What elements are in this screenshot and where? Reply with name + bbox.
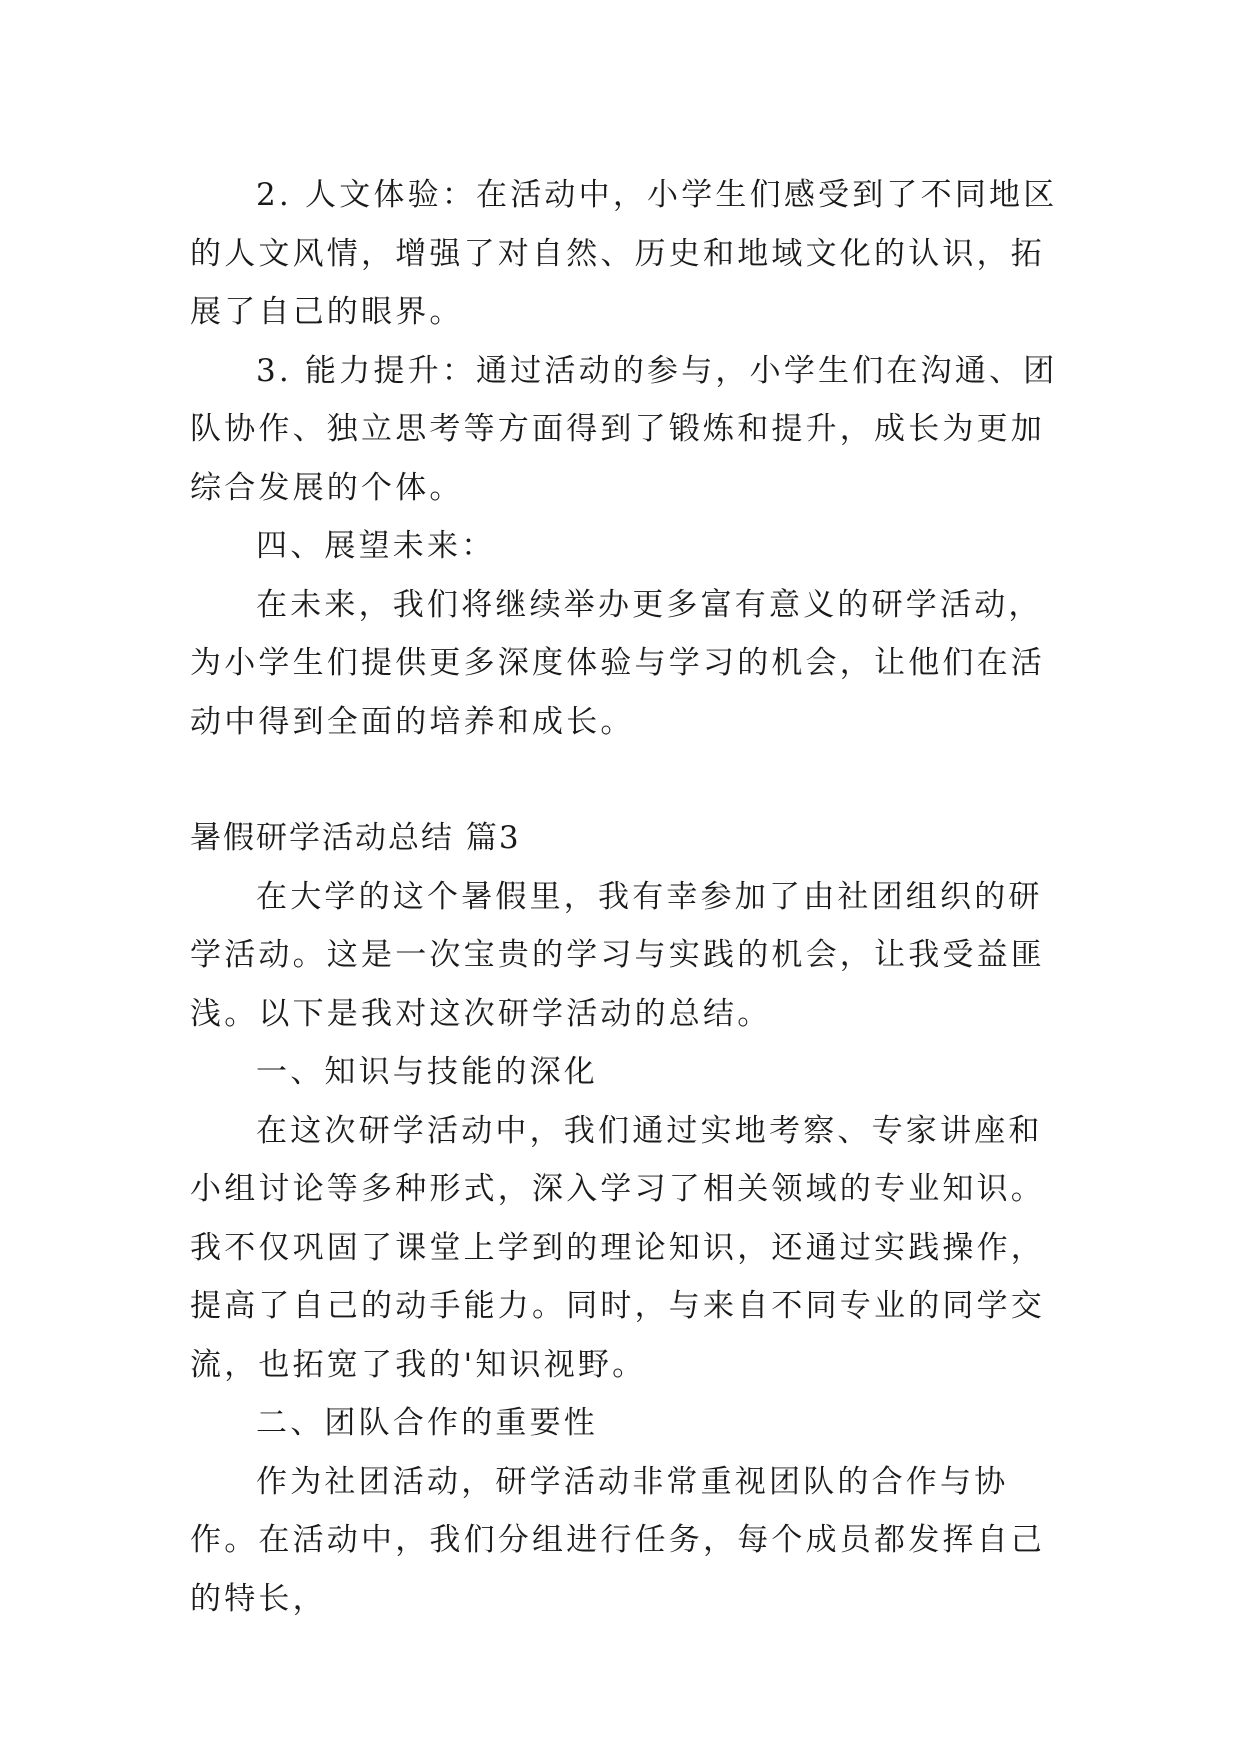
- paragraph-intro-part-3: 在大学的这个暑假里，我有幸参加了由社团组织的研学活动。这是一次宝贵的学习与实践的机会，让我受益匪浅。以下是我对这次研学活动的总结。: [190, 878, 1045, 1032]
- heading-knowledge-skills: 一、知识与技能的深化: [256, 1054, 598, 1090]
- document-body: [190, 166, 1070, 1628]
- paragraph-future-plans: 在未来，我们将继续举办更多富有意义的研学活动，为小学生们提供更多深度体验与学习的机会，让他们在活动中得到全面的培养和成长。: [190, 586, 1045, 740]
- heading-future-outlook: 四、展望未来：: [256, 528, 496, 564]
- paragraph-humanities-experience: 2. 人文体验：在活动中，小学生们感受到了不同地区的人文风情，增强了对自然、历史和地域文化的认识，拓展了自己的眼界。: [190, 177, 1058, 330]
- paragraph-ability-improvement: 3. 能力提升：通过活动的参与，小学生们在沟通、团队协作、独立思考等方面得到了锻炼和提升，成长为更加综合发展的个体。: [190, 352, 1058, 506]
- heading-teamwork: 二、团队合作的重要性: [256, 1405, 598, 1441]
- paragraph-teamwork: 作为社团活动，研学活动非常重视团队的合作与协作。在活动中，我们分组进行任务，每个成员都发挥自己的特长，: [190, 1463, 1045, 1617]
- section-title-part-3: 暑假研学活动总结 篇3: [190, 820, 521, 856]
- paragraph-knowledge-skills: 在这次研学活动中，我们通过实地考察、专家讲座和小组讨论等多种形式，深入学习了相关领域的专业知识。我不仅巩固了课堂上学到的理论知识，还通过实践操作，提高了自己的动手能力。同时，与来自不同专业的同学交流，也拓宽了我的'知识视野。: [190, 1112, 1045, 1383]
